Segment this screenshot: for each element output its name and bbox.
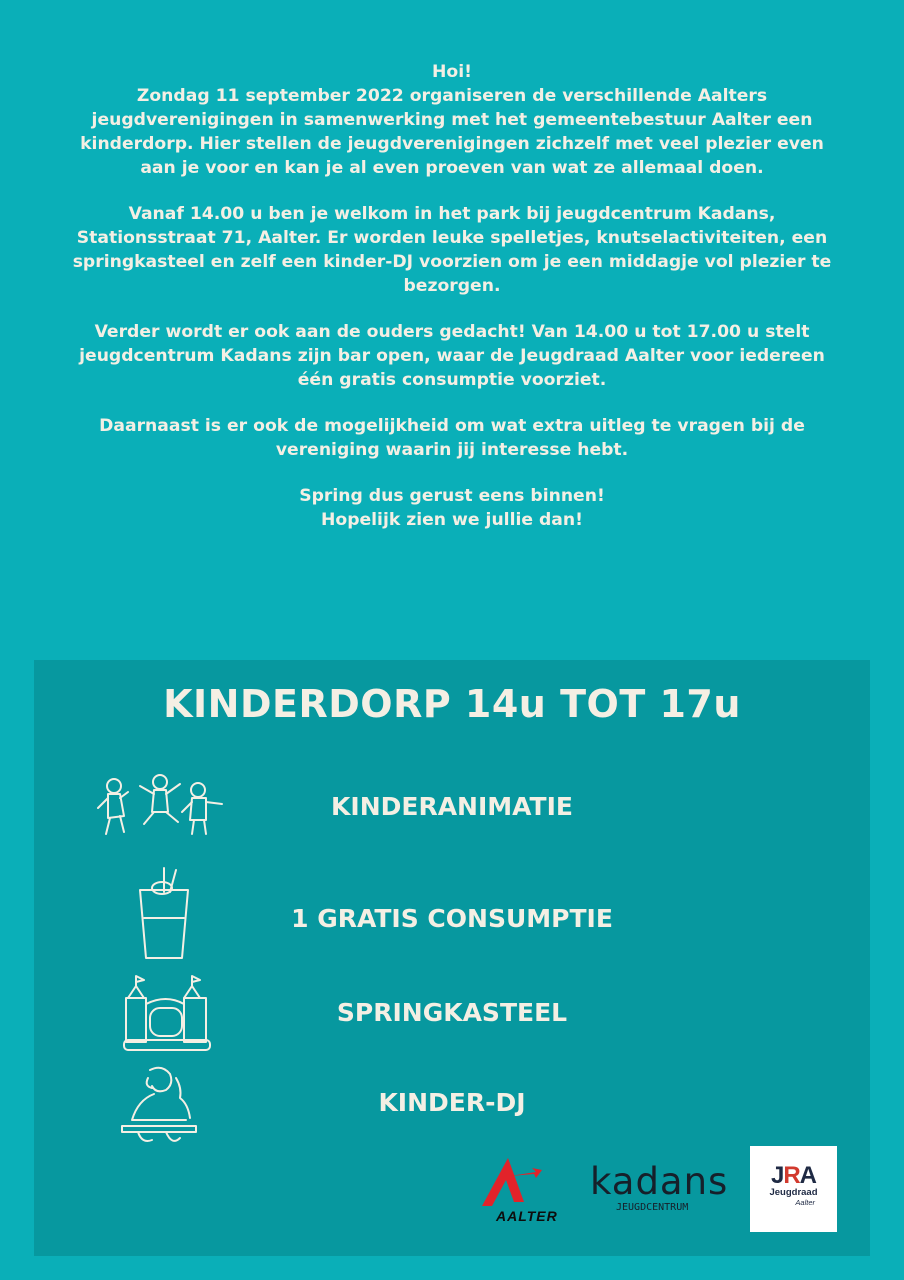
jra-logo-text: JRA	[770, 1162, 817, 1189]
aalter-logo-text: AALTER	[496, 1208, 558, 1224]
jra-logo-place: Aalter	[795, 1198, 815, 1207]
intro-paragraph-3: Verder wordt er ook aan de ouders gedacht! Van 14.00 u tot 17.00 u stelt jeugdcentrum Kadans zijn bar open, waar de Jeugdraad Aalter voor iedereen één gratis consumptie voorziet.	[79, 322, 825, 390]
intro-paragraph-5: Spring dus gerust eens binnen! Hopelijk zien we jullie dan!	[299, 486, 605, 530]
kadans-logo-text: kadans	[590, 1160, 729, 1203]
item-kinder-dj: KINDER-DJ	[378, 1088, 526, 1117]
panel-title: KINDERDORP 14u TOT 17u	[163, 682, 741, 726]
item-kinderanimatie: KINDERANIMATIE	[331, 792, 573, 821]
item-springkasteel: SPRINGKASTEEL	[336, 998, 568, 1027]
intro-paragraph-2: Vanaf 14.00 u ben je welkom in het park bij jeugdcentrum Kadans, Stationsstraat 71, Aalter. Er worden leuke spelletjes, knutselactiviteiten, een springkasteel en zelf een kinder-DJ voorzien om je een middagje vol plezier te bezorgen.	[72, 204, 832, 296]
jra-logo-name: Jeugdraad	[769, 1187, 818, 1198]
jeugdraad-logo	[750, 1146, 837, 1232]
aalter-logo-icon	[476, 1154, 546, 1214]
intro-text	[50, 60, 854, 554]
kadans-logo-subtext: JEUGDCENTRUM	[616, 1202, 689, 1213]
intro-paragraph-1: Hoi! Zondag 11 september 2022 organiseren de verschillende Aalters jeugdverenigingen in samenwerking met het gemeentebestuur Aalter een kinderdorp. Hier stellen de jeugdverenigingen zichzelf met veel plezier even aan je voor en kan je al even proeven van wat ze allemaal doen.	[80, 62, 824, 178]
intro-paragraph-4: Daarnaast is er ook de mogelijkheid om wat extra uitleg te vragen bij de vereniging waarin jij interesse hebt.	[99, 416, 805, 460]
program-panel	[34, 660, 870, 1256]
item-consumptie: 1 GRATIS CONSUMPTIE	[291, 904, 613, 933]
